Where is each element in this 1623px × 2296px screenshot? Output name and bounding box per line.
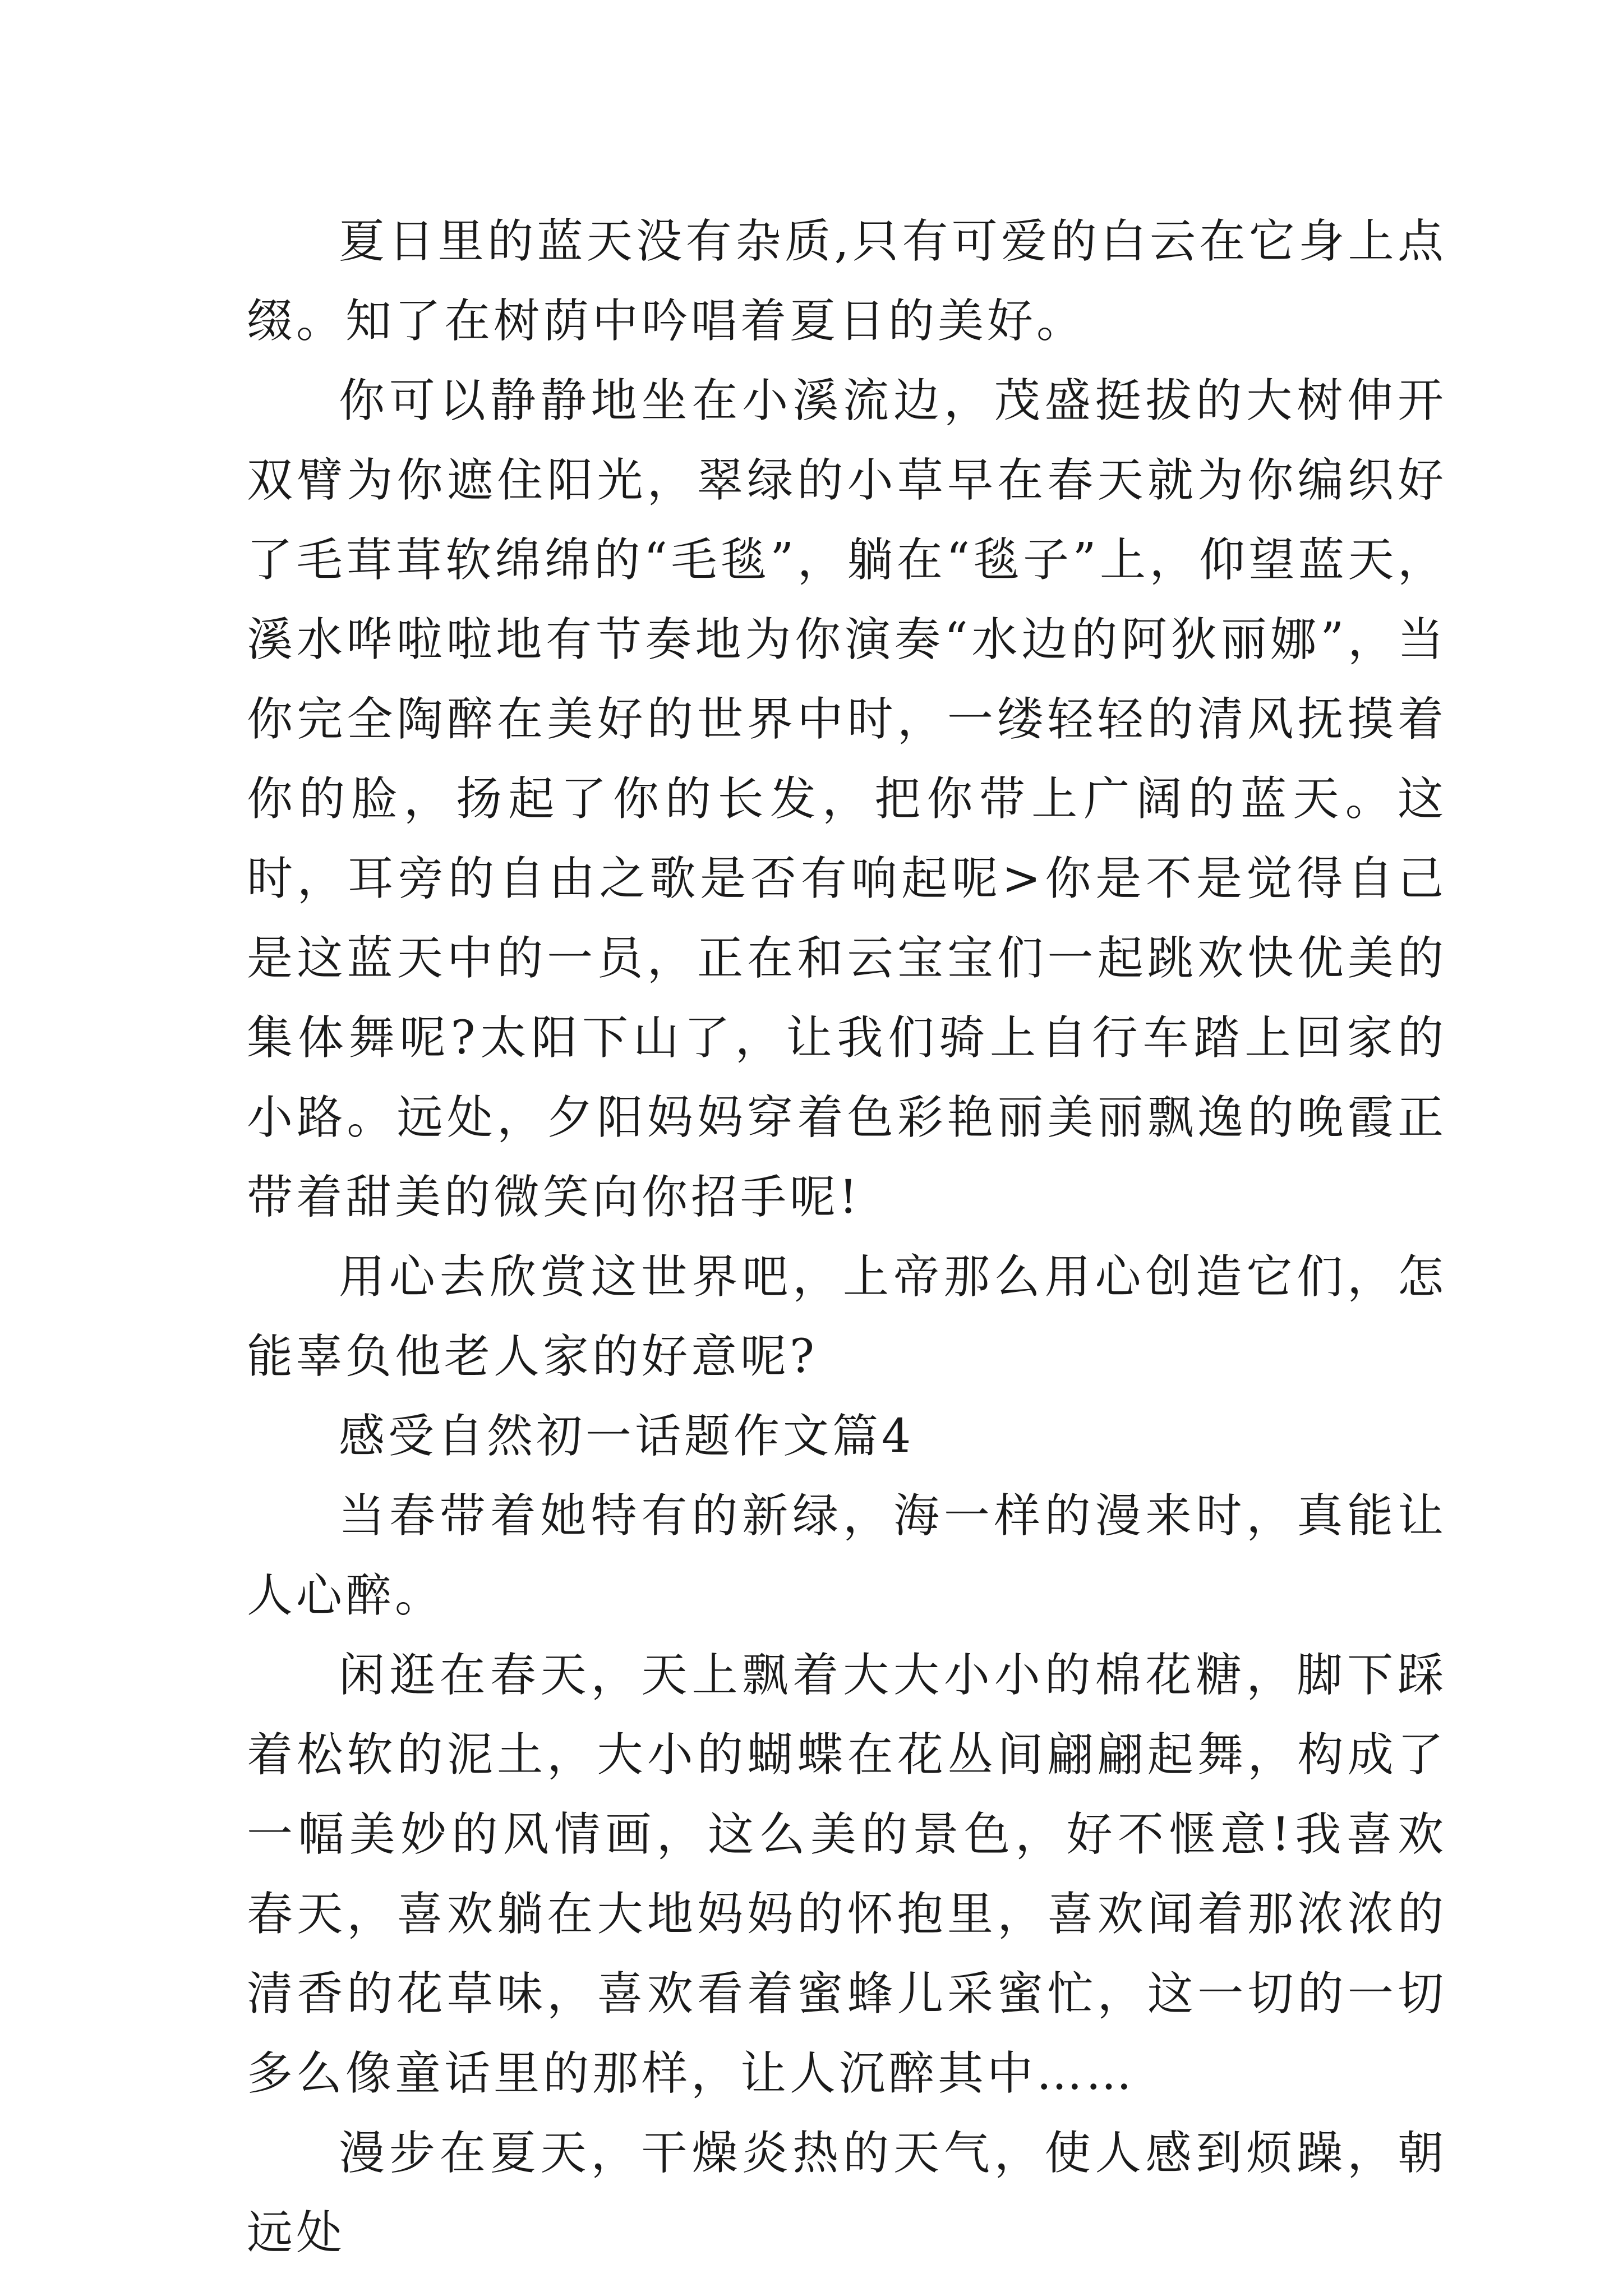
paragraph-spring-stroll: 闲逛在春天，天上飘着大大小小的棉花糖，脚下踩着松软的泥土，大小的蝴蝶在花丛间翩翩起舞，构成了一幅美妙的风情画，这么美的景色，好不惬意!我喜欢春天，喜欢躺在大地妈妈的怀抱里，喜欢闻着那浓浓的清香的花草味，喜欢看着蜜蜂儿采蜜忙，这一切的一切多么像童话里的那样，让人沉醉其中……	[247, 1649, 1447, 2100]
paragraph-spring-arrives: 当春带着她特有的新绿，海一样的漫来时，真能让人心醉。	[247, 1489, 1447, 1622]
document-body	[247, 202, 1447, 2273]
section-heading: 感受自然初一话题作文篇4	[339, 1410, 915, 1463]
paragraph-summer-sky: 夏日里的蓝天没有杂质,只有可爱的白云在它身上点缀。知了在树荫中吟唱着夏日的美好。	[247, 215, 1447, 348]
paragraph-summer-walk: 漫步在夏天，干燥炎热的天气，使人感到烦躁，朝远处	[247, 2127, 1447, 2260]
paragraph-appreciate-world: 用心去欣赏这世界吧，上帝那么用心创造它们，怎能辜负他老人家的好意呢?	[247, 1250, 1447, 1383]
paragraph-stream-side: 你可以静静地坐在小溪流边，茂盛挺拔的大树伸开双臂为你遮住阳光，翠绿的小草早在春天就为你编织好了毛茸茸软绵绵的“毛毯”，躺在“毯子”上，仰望蓝天，溪水哗啦啦地有节奏地为你演奏“水边的阿狄丽娜”，当你完全陶醉在美好的世界中时，一缕轻轻的清风抚摸着你的脸，扬起了你的长发，把你带上广阔的蓝天。这时，耳旁的自由之歌是否有响起呢>你是不是觉得自己是这蓝天中的一员，正在和云宝宝们一起跳欢快优美的集体舞呢?太阳下山了，让我们骑上自行车踏上回家的小路。远处，夕阳妈妈穿着色彩艳丽美丽飘逸的晚霞正带着甜美的微笑向你招手呢!	[247, 374, 1447, 1224]
